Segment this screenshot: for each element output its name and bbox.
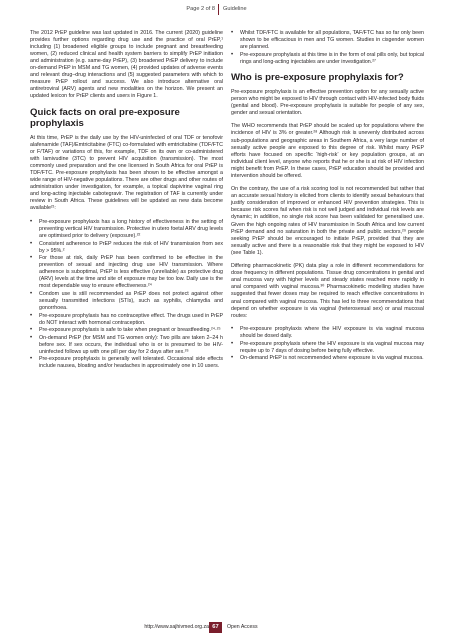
list-item: • Consistent adherence to PrEP reduces the risk of HIV transmission from sex by > 95%.² — [30, 241, 223, 255]
list-item: • Pre-exposure prophylaxis is generally well tolerated. Occasional side effects include nausea, bloating and/or headaches in approximately one in 10 users. — [30, 356, 223, 370]
list-item: • Pre-exposure prophylaxis has no contraceptive effect. The drugs used in PrEP do NOT interact with hormonal contraception. — [30, 313, 223, 327]
paragraph: Differing pharmacokinetic (PK) data play a role in different recommendations for dose frequency in different populations. Tissue drug concentrations in genital and anal mucosa vary with higher levels and steady states reached more rapidly in anal compared with vaginal mucosa.³⁰ Pharmacokinetic modelling studies have suggested that fewer doses may be required to reach effective concentrations in anal compared with vaginal mucosa. This has led to three recommendations that depend on whether exposure is via vaginal (heterosexual sex) or anal mucosal routes: — [231, 263, 424, 319]
continued-facts-list — [231, 30, 424, 66]
dosing-recommendations-list — [231, 326, 424, 362]
list-item: • Pre-exposure prophylaxis is safe to take when pregnant or breastfeeding.²⁴·²⁵ — [30, 327, 223, 334]
quick-facts-list — [30, 219, 223, 370]
list-item: • On-demand PrEP is not recommended where exposure is via vaginal mucosa. — [231, 355, 424, 362]
header-page-label: Page 2 of 8 — [186, 6, 215, 12]
list-item: • Pre-exposure prophylaxis where the HIV exposure is via vaginal mucosa may require up to 7 days of dosing before being fully effective. — [231, 341, 424, 355]
quick-facts-paragraph: At this time, PrEP is the daily use by the HIV-uninfected of oral TDF or tenofovir alafenamide (TAF)/Emtricitabine (FTC) co-formulated with emtricitabine (TDF/FTC or F/TAF) or variations of this, for example, TDF on its own or co-administered with lamivudine (3TC) to prevent HIV acquisition (transmission). The most commonly used preparation and the one licensed in South Africa for oral PrEP is TDF/FTC. Pre-exposure prophylaxis has been shown to be effective amongst a wide range of HIV-negative populations. There are other drugs and other routes of administration under investigation, for example, a topical dapivirine vaginal ring and long-acting injectable cabotegravir. The registration of TAF is currently under review in South Africa. These guidelines will be updated as new data become available²¹: — [30, 134, 223, 212]
list-item: • For those at risk, daily PrEP has been confirmed to be effective in the prevention of sexual and injecting drug use HIV transmission. Where adherence is suboptimal, PrEP is less effective (unreliable) as protective drug (ARV) levels at the time and site of exposure may be too low. Daily use is the most dependable way to ensure effectiveness.²⁴ — [30, 255, 223, 290]
paragraph: On the contrary, the use of a risk scoring tool is not recommended but rather that an accurate sexual history is elicited from clients to identify sexual behaviours that justify consideration of improved or enhanced HIV prevention strategies. This is because risk scores fail when risk is not well judged and individual risk levels are dynamic; in addition, no single risk score has been validated for generalised use. Given the high ongoing rates of HIV transmission in South Africa and low current PrEP demand and no saturation in both the private and public sectors,²⁹ people seeking PrEP should be encouraged to initiate PrEP, provided that they are sexually active and there is a reasonable risk that they might be exposed to HIV (see Table 1). — [231, 186, 424, 256]
list-item: • Condom use is still recommended as PrEP does not protect against other sexually transmitted infections (STIs), such as syphilis, chlamydia and gonorrhoea. — [30, 291, 223, 312]
list-item: • Pre-exposure prophylaxis at this time is in the form of oral pills only, but topical rings and long-acting injectables are under investigation.²⁷ — [231, 52, 424, 66]
page-footer — [0, 622, 453, 634]
open-access-label: Open Access — [227, 624, 258, 630]
paragraph: Pre-exposure prophylaxis is an effective prevention option for any sexually active person who might be exposed to HIV through contact with HIV-infected body fluids (genital and blood). Pre-exposure prophylaxis is suitable for people of any sex, gender and sexual orientation. — [231, 88, 424, 116]
who-is-prep-for-heading: Who is pre-exposure prophylaxis for? — [231, 71, 404, 83]
header-section-label: Guideline — [223, 6, 247, 12]
paragraph: The WHO recommends that PrEP should be scaled up for populations where the incidence of HIV is 3% or greater.²⁸ Although risk is unevenly distributed across sub-populations and geographic areas in Southern Africa, a very large number of sexually active people are exposed to this degree of risk. Whilst many PrEP efforts have focused on specific ‘high-risk’ or key population groups, at an individual client level, anyone who reports that he or she is at risk of HIV infection might benefit from PrEP. In these cases, PrEP education should be provided and intervention should be offered. — [231, 123, 424, 179]
intro-paragraph: The 2012 PrEP guideline was last updated in 2016. The current (2020) guideline provides further options regarding drug use and the practice of oral PrEP,¹ including (1) broadened eligible groups to include pregnant and breastfeeding women, (2) reduced clinical and health system barriers to simplify PrEP initiation and administration (e.g. same-day PrEP), (3) broadened PrEP delivery to include on-demand PrEP in MSM and TG women, (4) provided updates of adverse events and relevant drug–drug interactions and (5) suggested parameters with which to measure PrEP rollout and success. We also introduce alternative oral antiretroviral (ARV) agents and new modalities on the horizon. We present an updated lexicon for PrEP clients and users in Figure 1. — [30, 30, 223, 100]
quick-facts-heading: Quick facts on oral pre-exposure prophylaxis — [30, 106, 180, 129]
list-item: • On-demand PrEP (for MSM and TG women only): Two pills are taken 2–24 h before sex. If sex occurs, the individual who is or is presumed to be HIV-uninfected follows up with one pill per day for 2 days after sex.²⁶ — [30, 335, 223, 356]
journal-url-link[interactable]: http://www.sajhivmed.org.za — [144, 624, 209, 630]
page-number-badge: 67 — [209, 622, 222, 633]
list-item: • Pre-exposure prophylaxis where the HIV exposure is via vaginal mucosa should be dosed daily. — [231, 326, 424, 340]
header-divider — [218, 4, 219, 15]
right-column — [231, 30, 424, 368]
list-item: • Pre-exposure prophylaxis has a long history of effectiveness in the setting of preventing vertical HIV transmission. Protective in utero foetal ARV drug levels are optimised prior to delivery (exposure).²² — [30, 219, 223, 240]
left-column — [30, 30, 223, 376]
page-header — [0, 6, 453, 18]
list-item: • Whilst TDF/FTC is available for all populations, TAF/FTC has so far only been shown to be efficacious in men and TG women. Studies in cisgender women are planned. — [231, 30, 424, 51]
